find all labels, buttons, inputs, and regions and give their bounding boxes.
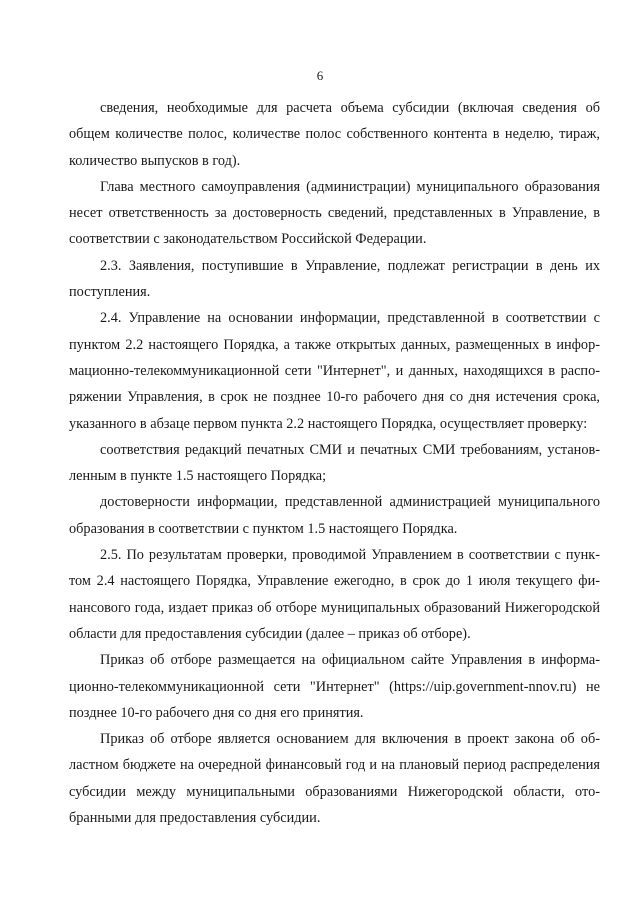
paragraph-information-reliability: достоверности информации, представленной администрацией муниципального образования в соответствии с пунктом 1.5 настоящего Порядка.	[69, 494, 600, 537]
document-body	[69, 95, 600, 831]
paragraph-order-budget-basis: Приказ об отборе является основанием для включения в проект закона об областном бюджете на очередной финансовый год и на плановый период распределения субсидии между муниципальными образованиями Нижегородской области, отобранными для предоставления субсидии.	[69, 731, 600, 827]
paragraph-2-4-verification: 2.4. Управление на основании информации, представленной в соответствии с пунктом 2.2 настоящего Порядка, а также открытых данных, размещенных в информационно-телекоммуникационной сети "Интернет", и данных, находящихся в распоряжении Управления, в срок не позднее 10-го рабочего дня со дня истечения срока, указанного в абзаце первом пункта 2.2 настоящего Порядка, осуществляет проверку:	[69, 310, 600, 432]
paragraph-subsidy-data: сведения, необходимые для расчета объема субсидии (включая сведения об общем количестве полос, количестве полос собственного контента в неделю, тираж, количество выпусков в год).	[69, 100, 600, 169]
paragraph-head-responsibility: Глава местного самоуправления (администрации) муниципального образования несет ответственность за достоверность сведений, представленных в Управление, в соответствии с законодательством Российской Федерации.	[69, 178, 600, 248]
page-number: 6	[316, 68, 324, 83]
paragraph-2-5-selection-order: 2.5. По результатам проверки, проводимой Управлением в соответствии с пунктом 2.4 настоящего Порядка, Управление ежегодно, в срок до 1 июля текущего финансового года, издает приказ об отборе муниципальных образований Нижегородской области для предоставления субсидии (далее – приказ об отборе).	[69, 547, 600, 642]
paragraph-2-3-registration: 2.3. Заявления, поступившие в Управление, подлежат регистрации в день их поступления.	[69, 257, 600, 301]
paragraph-compliance-requirements: соответствия редакций печатных СМИ и печатных СМИ требованиям, установленным в пункте 1.5 настоящего Порядка;	[69, 441, 600, 485]
paragraph-order-publication: Приказ об отборе размещается на официальном сайте Управления в информационно-телекоммуникационной сети "Интернет" (https://uip.government-nnov.ru) не позднее 10-го рабочего дня со дня его принятия.	[69, 652, 600, 721]
